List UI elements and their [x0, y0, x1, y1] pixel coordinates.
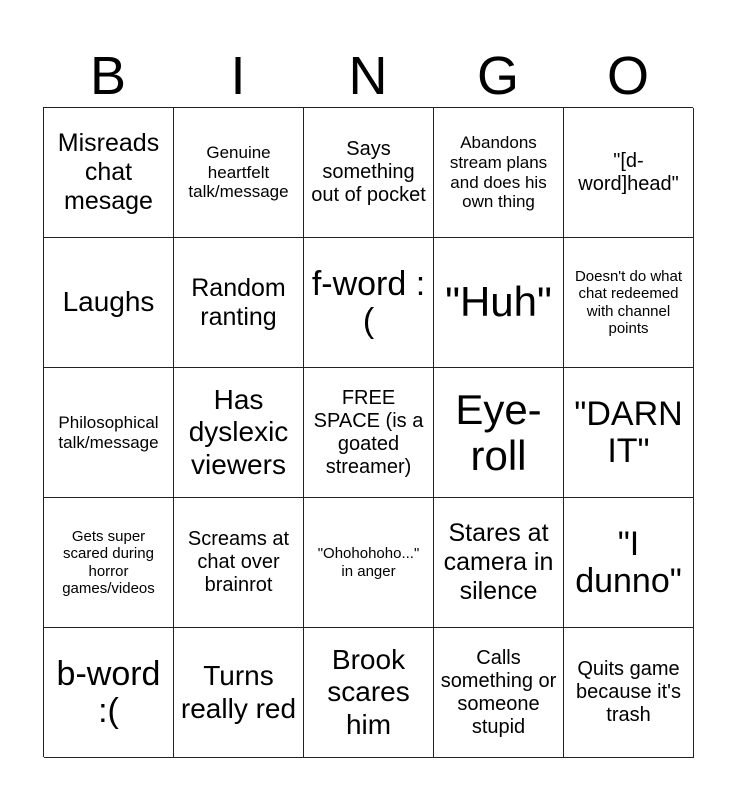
bingo-cell[interactable]: Eye-roll — [434, 368, 564, 498]
header-letter-n: N — [348, 46, 388, 106]
bingo-cell[interactable]: "I dunno" — [564, 498, 694, 628]
free-space-cell[interactable]: FREE SPACE (is a goated streamer) — [304, 368, 434, 498]
bingo-cell[interactable]: Stares at camera in silence — [434, 498, 564, 628]
bingo-cell[interactable]: Brook scares him — [304, 628, 434, 758]
bingo-cell[interactable]: Turns really red — [174, 628, 304, 758]
bingo-cell[interactable]: Philosophical talk/message — [44, 368, 174, 498]
bingo-board — [43, 107, 693, 757]
header-letter-g: G — [476, 46, 519, 106]
header-letter-b: B — [89, 46, 127, 106]
bingo-cell[interactable]: "Ohohohoho..." in anger — [304, 498, 434, 628]
bingo-cell[interactable]: "[d-word]head" — [564, 108, 694, 238]
bingo-cell[interactable]: b-word :( — [44, 628, 174, 758]
bingo-cell[interactable]: "Huh" — [434, 238, 564, 368]
bingo-cell[interactable]: Calls something or someone stupid — [434, 628, 564, 758]
bingo-cell[interactable]: Misreads chat mesage — [44, 108, 174, 238]
bingo-cell[interactable]: Laughs — [44, 238, 174, 368]
header-letter-o: O — [606, 46, 649, 106]
bingo-cell[interactable]: Doesn't do what chat redeemed with channel points — [564, 238, 694, 368]
bingo-cell[interactable]: Says something out of pocket — [304, 108, 434, 238]
bingo-cell[interactable]: "DARN IT" — [564, 368, 694, 498]
bingo-cell[interactable]: Screams at chat over brainrot — [174, 498, 304, 628]
bingo-header — [43, 46, 693, 106]
bingo-cell[interactable]: Random ranting — [174, 238, 304, 368]
header-letter-i: I — [230, 46, 246, 106]
bingo-cell[interactable]: Abandons stream plans and does his own thing — [434, 108, 564, 238]
bingo-cell[interactable]: Has dyslexic viewers — [174, 368, 304, 498]
bingo-cell[interactable]: Gets super scared during horror games/videos — [44, 498, 174, 628]
bingo-cell[interactable]: f-word :( — [304, 238, 434, 368]
bingo-cell[interactable]: Quits game because it's trash — [564, 628, 694, 758]
bingo-cell[interactable]: Genuine heartfelt talk/message — [174, 108, 304, 238]
